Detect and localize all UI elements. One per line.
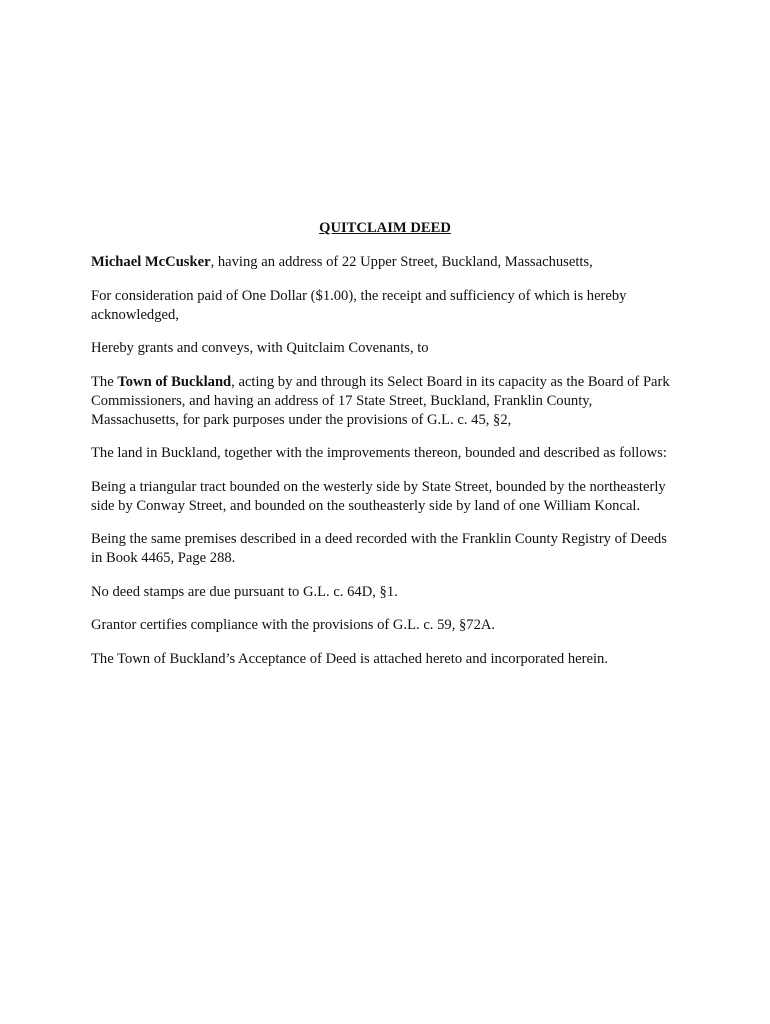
description-paragraph: Being a triangular tract bounded on the westerly side by State Street, bounded by the northeasterly side by Conway Street, and bounded on the southeasterly side by land of one William Koncal. <box>91 478 666 514</box>
deed-stamps-paragraph: No deed stamps are due pursuant to G.L. c. 64D, §1. <box>91 583 398 600</box>
land-paragraph: The land in Buckland, together with the improvements thereon, bounded and described as follows: <box>91 445 667 461</box>
deed-body <box>91 219 675 683</box>
consideration-paragraph: For consideration paid of One Dollar ($1.00), the receipt and sufficiency of which is hereby acknowledged, <box>91 287 627 323</box>
acceptance-paragraph: The Town of Buckland’s Acceptance of Deed is attached hereto and incorporated herein. <box>91 650 608 667</box>
grantee-paragraph <box>91 373 675 430</box>
grantor-address: , having an address of 22 Upper Street, Buckland, Massachusetts, <box>210 254 593 270</box>
title-reference-paragraph: Being the same premises described in a deed recorded with the Franklin County Registry of Deeds in Book 4465, Page 288. <box>91 531 667 566</box>
document-title: QUITCLAIM DEED <box>319 220 451 236</box>
grantor-name: Michael McCusker <box>91 254 211 270</box>
grantor-paragraph <box>91 253 675 272</box>
grantee-prefix: The <box>91 373 118 390</box>
grant-clause-paragraph: Hereby grants and conveys, with Quitclaim Covenants, to <box>91 340 429 356</box>
grantee-details: , acting by and through its Select Board in its capacity as the Board of Park Commissioners, and having an address of 17 State Street, Buckland, Franklin County, Massachusetts, for park purposes under the provisions of G.L. c. 45, §2, <box>91 373 670 428</box>
grantee-name: Town of Buckland <box>117 373 232 390</box>
compliance-paragraph: Grantor certifies compliance with the provisions of G.L. c. 59, §72A. <box>91 617 496 633</box>
